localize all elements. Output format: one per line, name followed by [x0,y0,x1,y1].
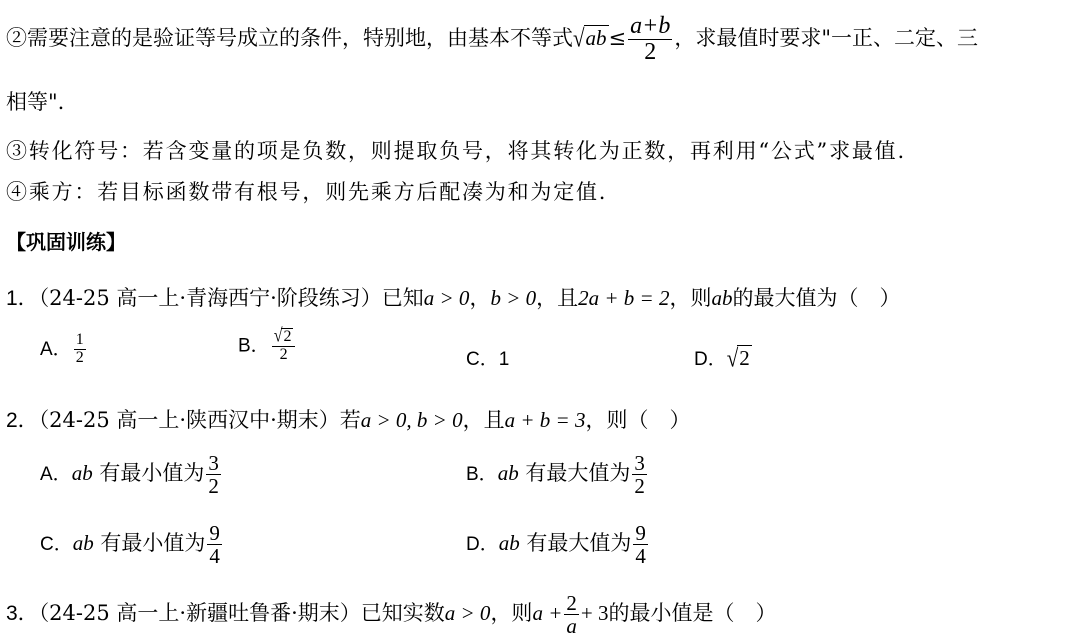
note-2-prefix: ②需要注意的是验证等号成立的条件，特别地，由基本不等式 [6,26,573,51]
option-text: 有最大值为 [526,531,632,556]
q1-option-a[interactable] [40,332,88,367]
fraction-denominator: 2 [644,39,657,66]
fraction-3-over-2 [206,452,221,497]
option-text: 有最大值为 [525,461,631,486]
q1-option-b[interactable] [238,328,297,364]
q2-option-a[interactable] [40,452,223,497]
fraction-3-over-2 [632,452,647,497]
q3-sep1: ，则 [490,601,533,626]
note-2-suffix: ，求最值时要求"一正、二定、三 [674,26,979,51]
q1-number: 1． [6,287,39,310]
fraction-sqrt2-over-2 [272,328,296,364]
option-label: B． [466,464,498,486]
note-3-text: ③转化符号：若含变量的项是负数，则提取负号，将其转化为正数，再利用“公式”求最值. [6,139,906,163]
q2-number: 2． [6,409,39,432]
fraction-numerator: 2 [566,591,577,615]
option-variable: ab [71,461,93,486]
fraction-numerator: a+b [630,13,671,39]
section-heading-text: 【巩固训练】 [6,230,126,254]
fraction-numerator: 1 [75,331,84,348]
q3-tail: 的最小值是（ ） [608,601,777,626]
q1-sep1: ， [469,286,491,310]
option-label: A． [40,464,72,486]
option-text: 有最小值为 [99,461,205,486]
option-label: C． [466,349,499,370]
note-paragraph-2 [6,14,978,65]
q2-cond-ab: a > 0, b > 0 [360,408,463,432]
q2-sep1: ，且 [462,408,505,432]
fraction-9-over-4 [207,522,222,567]
option-variable: ab [72,531,94,556]
option-label: A． [40,338,72,360]
option-label: B． [238,335,270,357]
sqrt-2-expression: √2 [726,343,750,373]
sqrt-ab-content: ab [585,26,607,51]
note-paragraph-2-continued [6,86,64,116]
option-value: 1 [498,349,510,370]
fraction-denominator: 2 [208,474,219,499]
q3-expr-post: + 3 [580,601,609,626]
q3-cond-a: a > 0 [444,601,491,626]
q1-option-d[interactable] [694,344,752,371]
option-label: C． [40,534,73,556]
note-paragraph-3 [6,135,906,165]
fraction-numerator: 9 [209,521,220,545]
sqrt-ab-expression: √ab [573,23,607,53]
q2-option-d[interactable] [466,522,650,567]
fraction-denominator: 4 [635,544,646,569]
sqrt-content: 2 [283,328,292,345]
fraction-denominator: 2 [75,348,84,366]
question-2 [6,404,690,434]
fraction-numerator: 3 [208,451,219,475]
q1-cond-b: b > 0 [490,286,537,310]
note-paragraph-4 [6,176,607,206]
section-heading [6,226,126,255]
note-2-line2: 相等". [6,90,65,114]
q1-tail: 的最大值为（ ） [732,286,901,310]
fraction-denominator: 4 [209,544,220,569]
q1-sep2: ，且 [536,286,579,310]
q1-cond-a: a > 0 [423,286,470,310]
sqrt-content: 2 [739,346,750,370]
fraction-9-over-4 [633,522,648,567]
q3-number: 3． [6,602,39,626]
option-text: 有最小值为 [100,531,206,556]
note-4-text: ④乘方：若目标函数带有根号，则先乘方后配凑为和为定值. [6,180,608,204]
question-3 [6,592,776,637]
q2-source: （24-25 高一上·陕西汉中·期末）若 [38,408,361,432]
q1-source: （24-25 高一上·青海西宁·阶段练习）已知 [38,286,424,310]
fraction-a-plus-b-over-2 [628,14,672,65]
fraction-2-over-a [564,592,579,637]
q2-cond-sum: a + b = 3 [504,408,586,432]
q1-target: ab [711,286,733,310]
question-1 [6,282,900,312]
q2-option-b[interactable] [466,452,649,497]
option-variable: ab [497,461,519,486]
q2-tail: ，则（ ） [585,408,691,432]
leq-sign: ≤ [608,26,627,51]
fraction-denominator: 2 [634,474,645,499]
q3-expr-pre: a + [532,601,563,626]
fraction-denominator: a [566,614,577,639]
q1-cond-sum: 2a + b = 2 [578,286,670,310]
option-variable: ab [498,531,520,556]
option-label: D． [466,534,499,556]
fraction-denominator: 2 [279,345,288,363]
fraction-numerator: 9 [635,521,646,545]
fraction-numerator: √2 [272,328,296,347]
option-label: D． [694,349,727,370]
q2-option-c[interactable] [40,522,224,567]
fraction-numerator: 3 [634,451,645,475]
q1-sep3: ，则 [669,286,712,310]
q3-source: （24-25 高一上·新疆吐鲁番·期末）已知实数 [38,601,445,626]
q1-option-c[interactable] [466,344,509,371]
fraction-1-over-2 [74,332,86,367]
